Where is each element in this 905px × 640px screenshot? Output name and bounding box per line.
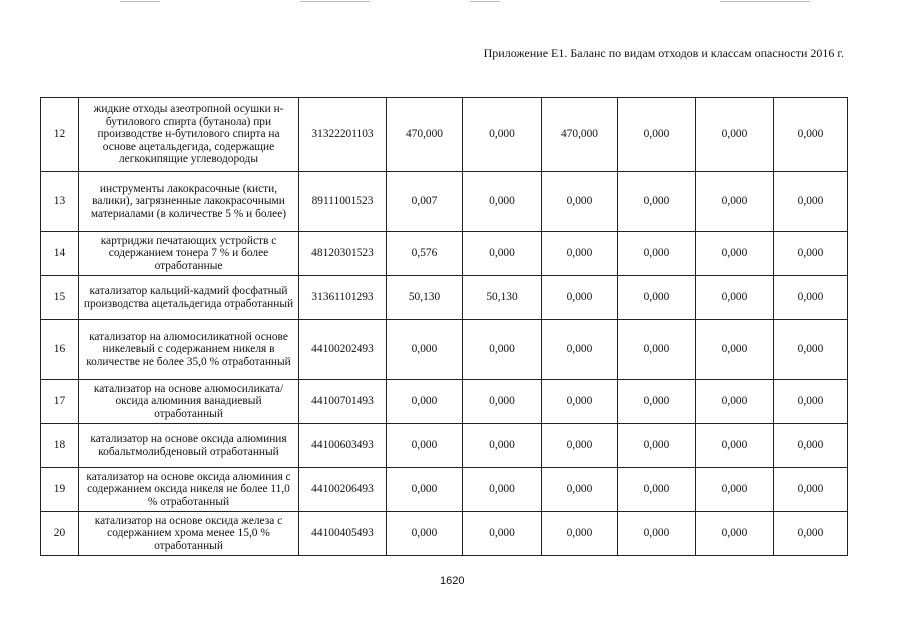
value-cell: 0,000 [696,232,774,276]
waste-name-cell: катализатор на основе оксида железа с содержанием хрома менее 15,0 % отработанный [79,512,299,556]
row-number-cell: 18 [41,424,79,468]
value-cell: 0,000 [618,424,696,468]
value-cell: 0,000 [463,98,542,172]
value-cell: 0,000 [696,276,774,320]
value-cell: 0,000 [463,380,542,424]
value-cell: 470,000 [387,98,463,172]
value-cell: 0,000 [774,424,848,468]
table-row [41,380,848,424]
row-number-cell: 16 [41,320,79,380]
row-number-cell: 15 [41,276,79,320]
value-cell: 0,000 [463,320,542,380]
row-number-cell: 13 [41,172,79,232]
value-cell: 0,000 [463,424,542,468]
fkko-code-cell: 31361101293 [299,276,387,320]
waste-name-cell: катализатор на алюмосиликатной основе никелевый с содержанием никеля в количестве не более 35,0 % отработанный [79,320,299,380]
waste-name-cell: катализатор на основе оксида алюминия с содержанием оксида никеля не более 11,0 % отработанный [79,468,299,512]
table-row [41,424,848,468]
value-cell: 0,000 [618,380,696,424]
value-cell: 0,000 [387,512,463,556]
value-cell: 50,130 [463,276,542,320]
value-cell: 0,000 [542,276,618,320]
scan-artifact-line [0,0,905,3]
table-row [41,468,848,512]
value-cell: 470,000 [542,98,618,172]
fkko-code-cell: 44100206493 [299,468,387,512]
row-number-cell: 17 [41,380,79,424]
value-cell: 0,000 [774,468,848,512]
value-cell: 0,000 [696,172,774,232]
fkko-code-cell: 31322201103 [299,98,387,172]
page-number: 1620 [440,575,465,587]
value-cell: 0,000 [774,232,848,276]
fkko-code-cell: 44100405493 [299,512,387,556]
value-cell: 0,000 [387,424,463,468]
value-cell: 0,000 [774,512,848,556]
value-cell: 0,007 [387,172,463,232]
value-cell: 0,000 [696,468,774,512]
value-cell: 0,000 [463,232,542,276]
value-cell: 0,000 [696,424,774,468]
value-cell: 0,000 [774,276,848,320]
value-cell: 0,000 [387,468,463,512]
table-body [41,98,848,556]
row-number-cell: 14 [41,232,79,276]
value-cell: 0,000 [618,276,696,320]
value-cell: 0,000 [618,320,696,380]
value-cell: 0,000 [696,320,774,380]
fkko-code-cell: 44100202493 [299,320,387,380]
row-number-cell: 12 [41,98,79,172]
waste-name-cell: картриджи печатающих устройств с содержанием тонера 7 % и более отработанные [79,232,299,276]
value-cell: 0,000 [696,380,774,424]
value-cell: 0,000 [463,512,542,556]
table-row [41,512,848,556]
waste-name-cell: катализатор на основе оксида алюминия кобальтмолибденовый отработанный [79,424,299,468]
value-cell: 0,000 [618,232,696,276]
value-cell: 0,000 [774,320,848,380]
value-cell: 0,000 [618,468,696,512]
waste-name-cell: инструменты лакокрасочные (кисти, валики), загрязненные лакокрасочными материалами (в количестве 5 % и более) [79,172,299,232]
page-title: Приложение Е1. Баланс по видам отходов и классам опасности 2016 г. [483,46,844,60]
table-row [41,232,848,276]
fkko-code-cell: 89111001523 [299,172,387,232]
value-cell: 0,000 [618,98,696,172]
table-row [41,98,848,172]
value-cell: 0,000 [542,468,618,512]
value-cell: 0,000 [542,172,618,232]
value-cell: 0,000 [542,424,618,468]
waste-name-cell: катализатор на основе алюмосиликата/оксида алюминия ванадиевый отработанный [79,380,299,424]
value-cell: 0,576 [387,232,463,276]
value-cell: 0,000 [387,380,463,424]
table-row [41,320,848,380]
value-cell: 0,000 [618,512,696,556]
value-cell: 0,000 [542,232,618,276]
value-cell: 0,000 [542,320,618,380]
fkko-code-cell: 48120301523 [299,232,387,276]
waste-name-cell: катализатор кальций-кадмий фосфатный производства ацетальдегида отработанный [79,276,299,320]
value-cell: 50,130 [387,276,463,320]
value-cell: 0,000 [696,98,774,172]
value-cell: 0,000 [387,320,463,380]
value-cell: 0,000 [542,380,618,424]
table-row [41,172,848,232]
table-row [41,276,848,320]
value-cell: 0,000 [463,172,542,232]
fkko-code-cell: 44100701493 [299,380,387,424]
value-cell: 0,000 [618,172,696,232]
waste-balance-table [40,97,848,556]
value-cell: 0,000 [774,172,848,232]
fkko-code-cell: 44100603493 [299,424,387,468]
value-cell: 0,000 [463,468,542,512]
row-number-cell: 19 [41,468,79,512]
value-cell: 0,000 [774,98,848,172]
row-number-cell: 20 [41,512,79,556]
waste-name-cell: жидкие отходы азеотропной осушки н-бутилового спирта (бутанола) при производстве н-бутилового спирта на основе ацетальдегида, содержащие легкокипящие углеводороды [79,98,299,172]
value-cell: 0,000 [542,512,618,556]
value-cell: 0,000 [696,512,774,556]
value-cell: 0,000 [774,380,848,424]
